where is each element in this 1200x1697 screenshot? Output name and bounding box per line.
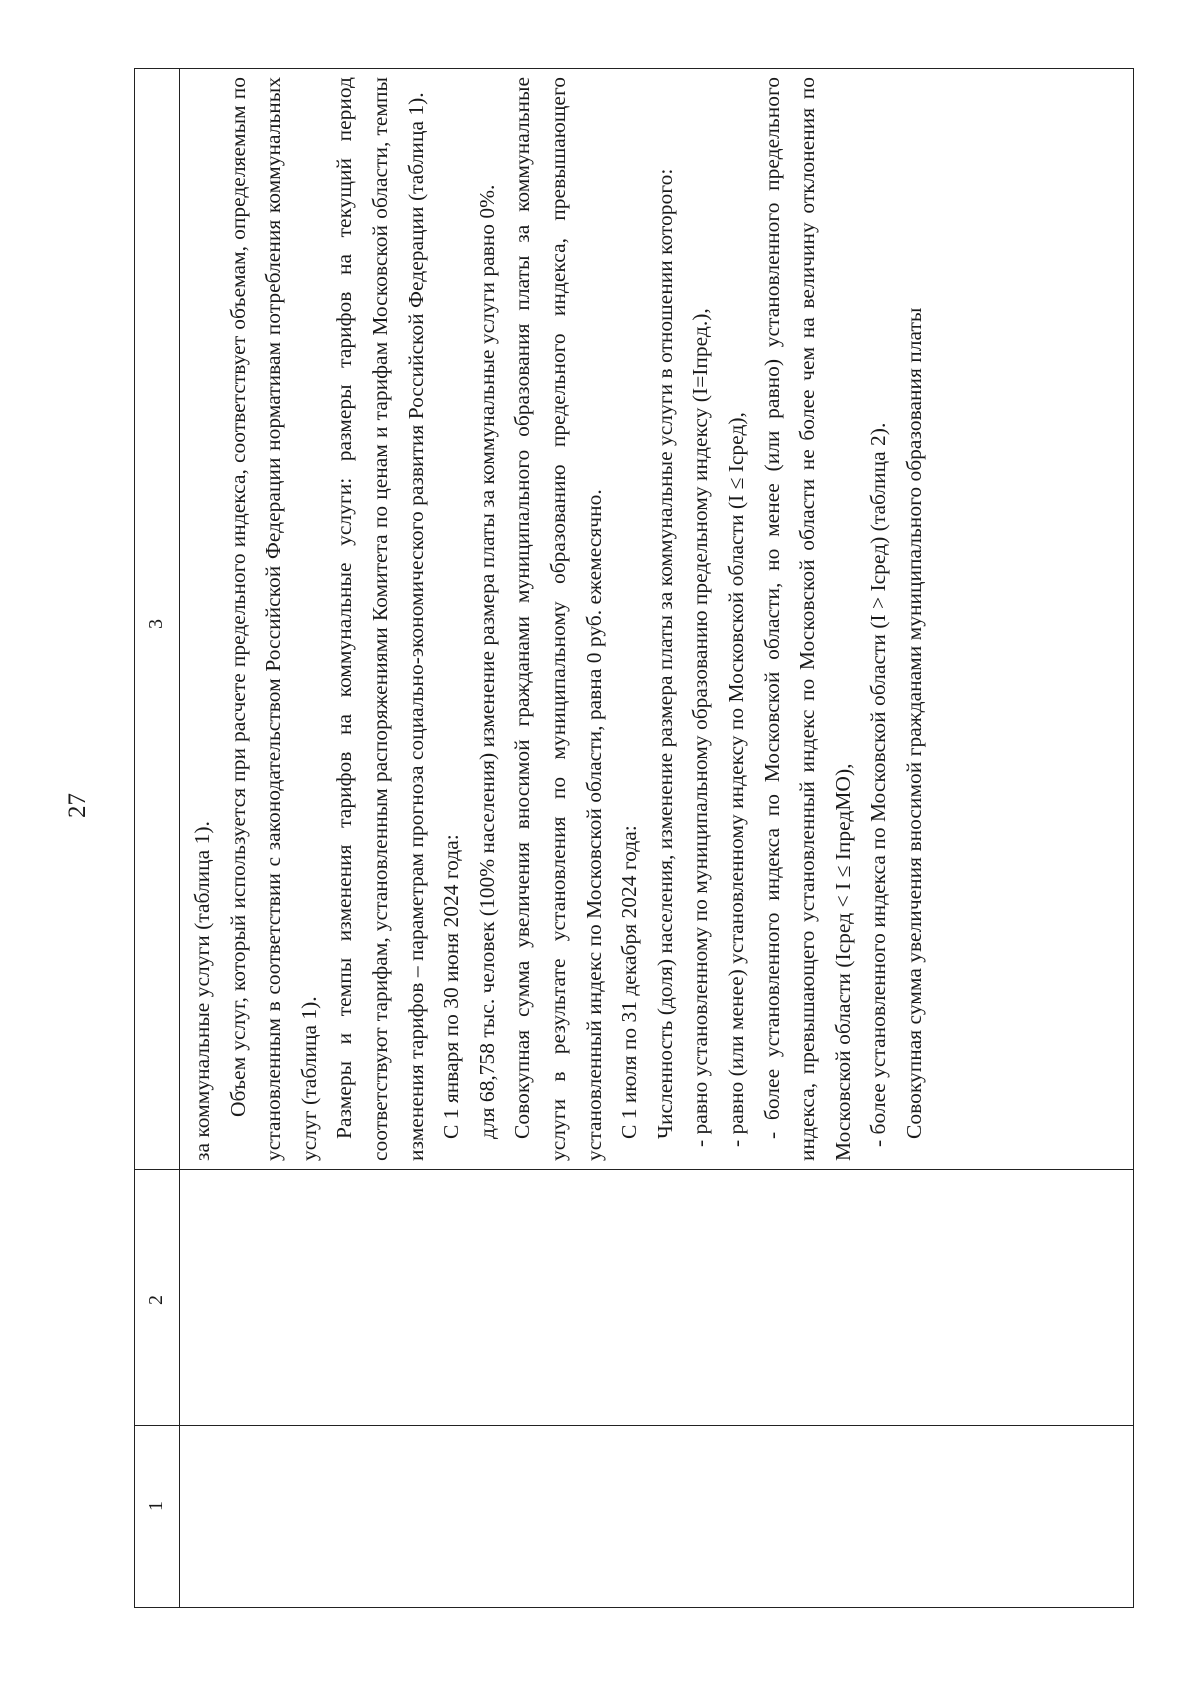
document-table xyxy=(134,68,1134,1608)
list-item-2: - равно (или менее) установленному индексу по Московской области (I ≤ Iсред), xyxy=(723,412,748,1147)
column-header-3: 3 xyxy=(145,619,167,629)
column-3-content xyxy=(179,73,1129,1167)
paragraph-total-sum-1: Совокупная сумма увеличения вносимой гражданами муниципального образования платы за коммунальные услуги в результате установления по муниципальному образованию предельного индекса, превышающего установленный индекс по Московской области, равна 0 руб. ежемесячно. xyxy=(510,77,606,1161)
paragraph-population-1: для 68,758 тыс. человек (100% населения) изменение размера платы за коммунальные услуги равно 0%. xyxy=(474,184,499,1139)
paragraph-volume: Объем услуг, который используется при расчете предельного индекса, соответствует объемам, определяемым по установленным в соответствии с законодательством Российской Федерации нормативам потребления коммунальных услуг (таблица 1). xyxy=(225,77,321,1161)
column-header-2: 2 xyxy=(145,1295,167,1305)
period-heading-2: С 1 июля по 31 декабря 2024 года: xyxy=(617,825,642,1139)
paragraph-population-2: Численность (доля) населения, изменение размера платы за коммунальные услуги в отношении которого: xyxy=(652,168,677,1139)
list-item-1: - равно установленному по муниципальному образованию предельному индексу (I=Iпред.), xyxy=(688,308,713,1147)
paragraph-tariffs: Размеры и темпы изменения тарифов на коммунальные услуги: размеры тарифов на текущий период соответствуют тарифам, установленным распоряжениями Комитета по ценам и тарифам Московской области, темпы изменения тарифов – параметрам прогноза социально-экономического развития Российской Федерации (таблица 1). xyxy=(332,77,428,1161)
list-item-3: - более установленного индекса по Московской области, но менее (или равно) установленного предельного индекса, превышающего установленный индекс по Московской области не более чем на величину отклонения по Московской области (Iсред < I ≤ IпредМО), xyxy=(759,77,855,1161)
text-line: за коммунальные услуги (таблица 1). xyxy=(190,821,214,1161)
column-divider-1-2 xyxy=(135,1425,1133,1426)
column-divider-2-3 xyxy=(135,1169,1133,1170)
list-item-4: - более установленного индекса по Московской области (I > Iсред) (таблица 2). xyxy=(866,422,891,1147)
column-header-1: 1 xyxy=(145,1501,167,1511)
page-number: 27 xyxy=(64,793,91,818)
paragraph-total-sum-2: Совокупная сумма увеличения вносимой гражданами муниципального образования платы xyxy=(901,307,926,1139)
period-heading-1: С 1 января по 30 июня 2024 года: xyxy=(439,834,464,1139)
